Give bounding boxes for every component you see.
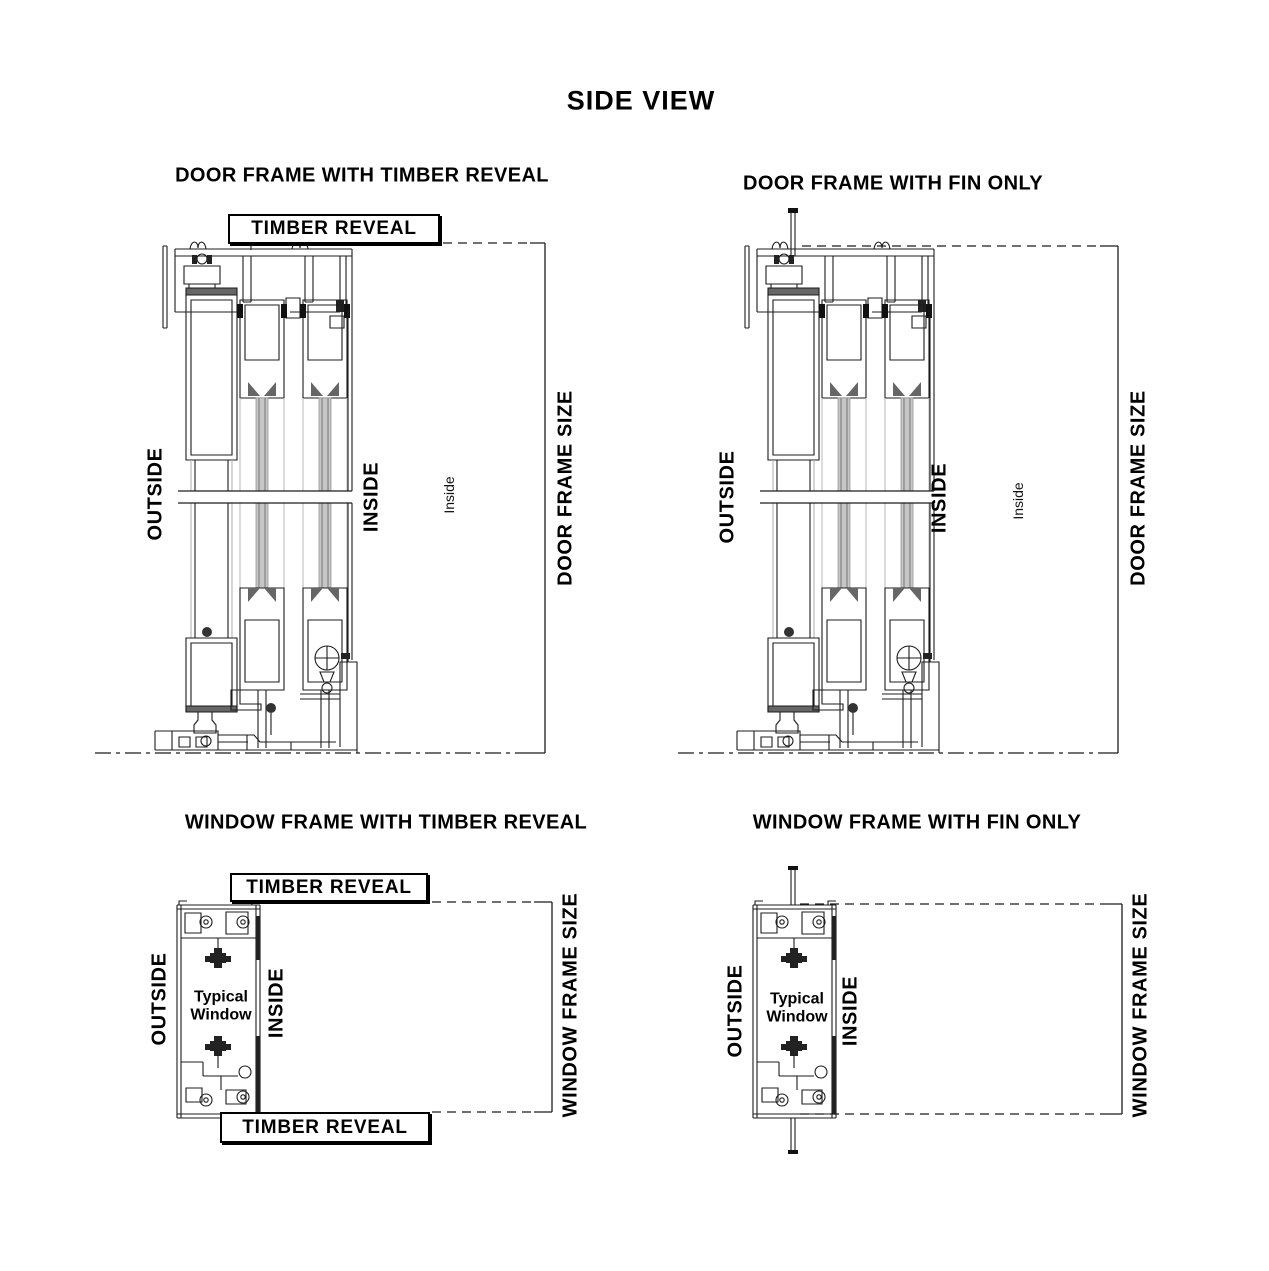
window-timber-typical-window-note: Typical Window [190, 988, 252, 1024]
window-fin-outside-label: OUTSIDE [724, 964, 747, 1058]
door-timber-inside-label: INSIDE [360, 461, 383, 533]
window-fin-heading: WINDOW FRAME WITH FIN ONLY [752, 811, 1082, 834]
door-timber-heading: DOOR FRAME WITH TIMBER REVEAL [175, 164, 549, 187]
window-fin-dimension-label: WINDOW FRAME SIZE [1129, 892, 1152, 1118]
door-timber-reveal-callout [228, 214, 440, 244]
window-timber-outside-label: OUTSIDE [148, 952, 171, 1046]
door-fin-section-drawing [678, 208, 1118, 753]
window-fin-inside-label: INSIDE [839, 975, 862, 1047]
window-timber-reveal-label-bottom: TIMBER REVEAL [242, 1116, 408, 1138]
door-fin-outside-label: OUTSIDE [716, 450, 739, 544]
door-fin-inside-label: INSIDE [928, 462, 951, 534]
door-fin-inside-note: Inside [1010, 482, 1026, 520]
door-timber-inside-note: Inside [441, 476, 457, 514]
page-title: SIDE VIEW [566, 85, 716, 116]
door-timber-outside-label: OUTSIDE [144, 447, 167, 541]
door-fin-heading: DOOR FRAME WITH FIN ONLY [743, 172, 1043, 195]
window-timber-reveal-callout-bottom [220, 1112, 430, 1143]
door-timber-reveal-label: TIMBER REVEAL [251, 218, 417, 239]
window-fin-typical-window-note: Typical Window [766, 990, 828, 1026]
window-timber-reveal-callout-top [230, 873, 428, 902]
window-timber-inside-label: INSIDE [265, 967, 288, 1039]
window-timber-reveal-label-top: TIMBER REVEAL [246, 876, 412, 898]
window-timber-dimension-label: WINDOW FRAME SIZE [559, 892, 582, 1118]
window-timber-heading: WINDOW FRAME WITH TIMBER REVEAL [184, 811, 588, 834]
door-timber-dimension-label: DOOR FRAME SIZE [554, 390, 577, 586]
door-fin-dimension-label: DOOR FRAME SIZE [1127, 390, 1150, 586]
